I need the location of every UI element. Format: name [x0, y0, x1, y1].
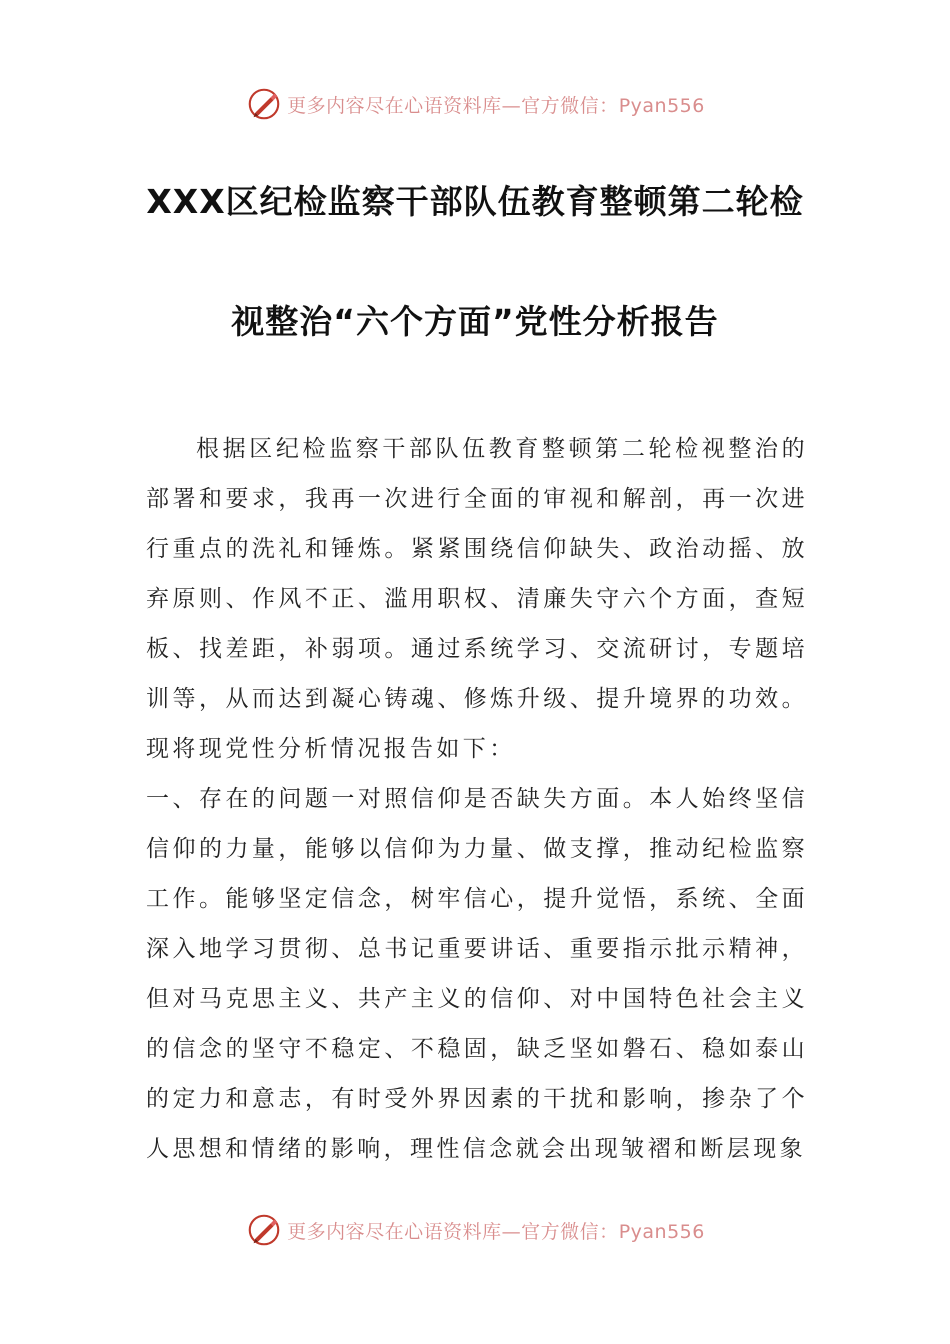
watermark-footer — [0, 1208, 950, 1252]
watermark-text — [287, 91, 705, 118]
paragraph-section-one: 一、存在的问题一对照信仰是否缺失方面。本人始终坚信信仰的力量，能够以信仰为力量、做支撑，推动纪检监察工作。能够坚定信念，树牢信心，提升觉悟，系统、全面深入地学习贯彻、总书记重要讲话、重要指示批示精神，但对马克思主义、共产主义的信仰、对中国特色社会主义的信念的坚守不稳定、不稳固，缺乏坚如磐石、稳如泰山的定力和意志，有时受外界因素的干扰和影响，掺杂了个人思想和情绪的影响，理性信念就会出现皱褶和断层现象 — [146, 786, 808, 1162]
watermark-account: Pyan556 — [618, 1220, 705, 1243]
pen-logo-icon — [245, 1211, 283, 1249]
document-body — [146, 424, 808, 1174]
document-title-line1: XXX区纪检监察干部队伍教育整顿第二轮检 — [146, 182, 804, 221]
pen-logo-icon — [245, 85, 283, 123]
watermark-separator: — — [501, 1220, 522, 1243]
watermark-brand: 更多内容尽在心语资料库 — [287, 1220, 502, 1243]
watermark-text — [287, 1217, 705, 1244]
paragraph-intro: 根据区纪检监察干部队伍教育整顿第二轮检视整治的部署和要求，我再一次进行全面的审视和解剖，再一次进行重点的洗礼和锤炼。紧紧围绕信仰缺失、政治动摇、放弃原则、作风不正、滥用职权、清廉失守六个方面，查短板、找差距，补弱项。通过系统学习、交流研讨，专题培训等，从而达到凝心铸魂、修炼升级、提升境界的功效。现将现党性分析情况报告如下： — [146, 436, 808, 762]
watermark-suffix: 官方微信： — [521, 1220, 619, 1243]
watermark-account: Pyan556 — [618, 94, 705, 117]
watermark-separator: — — [501, 94, 522, 117]
document-title-line2: 视整治“六个方面”党性分析报告 — [231, 302, 719, 341]
watermark-header — [0, 82, 950, 126]
watermark-brand: 更多内容尽在心语资料库 — [287, 94, 502, 117]
watermark-suffix: 官方微信： — [521, 94, 619, 117]
